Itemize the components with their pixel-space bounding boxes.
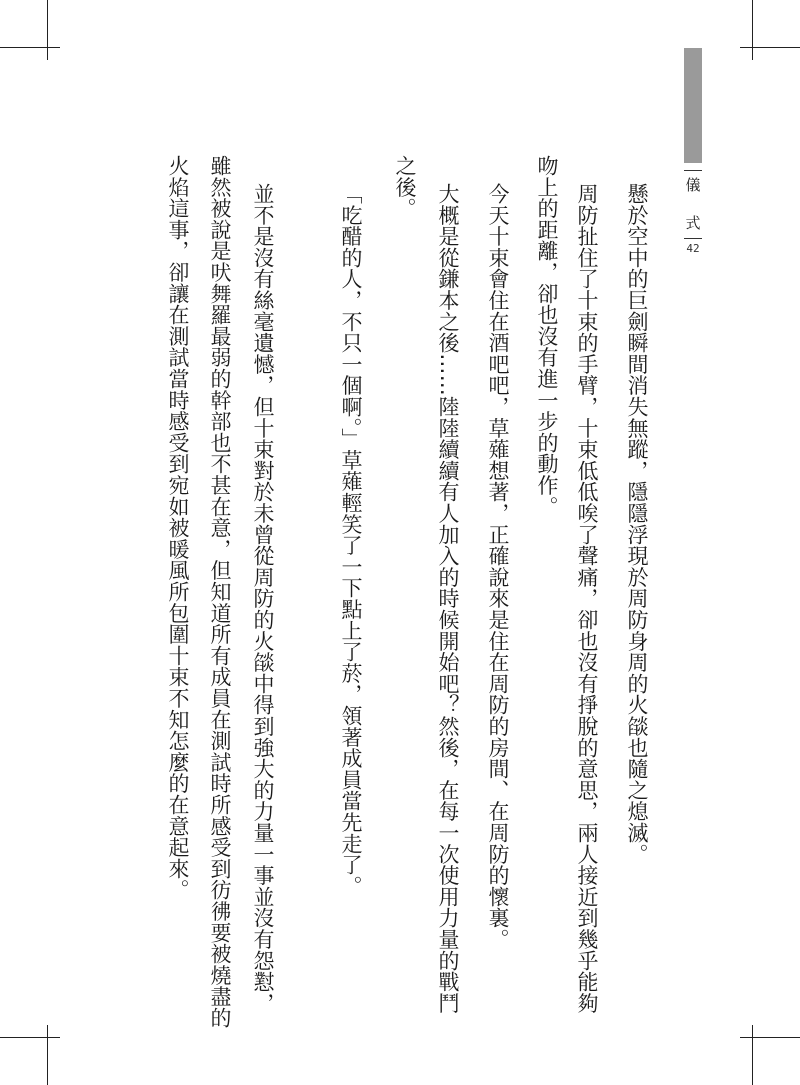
text-line-2: 周防扯住了十束的手臂，十束低低唉了聲痛，卻也沒有掙脫的意思，兩人接近到幾乎能夠 bbox=[575, 183, 599, 1014]
chapter-char-2: 式 bbox=[685, 214, 701, 232]
text-line-1: 懸於空中的巨劍瞬間消失無蹤，隱隱浮現於周防身周的火燄也隨之熄滅。 bbox=[625, 183, 649, 865]
text-line-7: 「吃醋的人，不只一個啊。」草薙輕笑了一下點上了菸，領著成員當先走了。 bbox=[339, 183, 363, 897]
text-line-10: 火焰這事，卻讓在測試當時感受到宛如被暖風所包圍十束不知怎麼的在意起來。 bbox=[166, 155, 190, 901]
text-line-5: 大概是從鎌本之後……陸陸續續有人加入的時候開始吧？然後，在每一次使用力量的戰鬥 bbox=[436, 183, 460, 1014]
text-line-6: 之後。 bbox=[393, 155, 417, 219]
text-line-4: 今天十束會住在酒吧吧，草薙想著，正確說來是住在周防的房間、在周防的懷裏。 bbox=[486, 183, 510, 950]
text-line-9: 雖然被說是吠舞羅最弱的幹部也不甚在意，但知道所有成員在測試時所感受到彷彿要被燒盡的 bbox=[208, 155, 232, 1029]
text-line-3: 吻上的距離，卻也沒有進一步的動作。 bbox=[535, 155, 559, 518]
page-number: 42 bbox=[686, 242, 700, 255]
text-line-8: 並不是沒有絲毫遺憾，但十束對於未曾從周防的火燄中得到強大的力量一事並沒有怨懟， bbox=[251, 183, 275, 1014]
chapter-char-1: 儀 bbox=[685, 176, 701, 194]
